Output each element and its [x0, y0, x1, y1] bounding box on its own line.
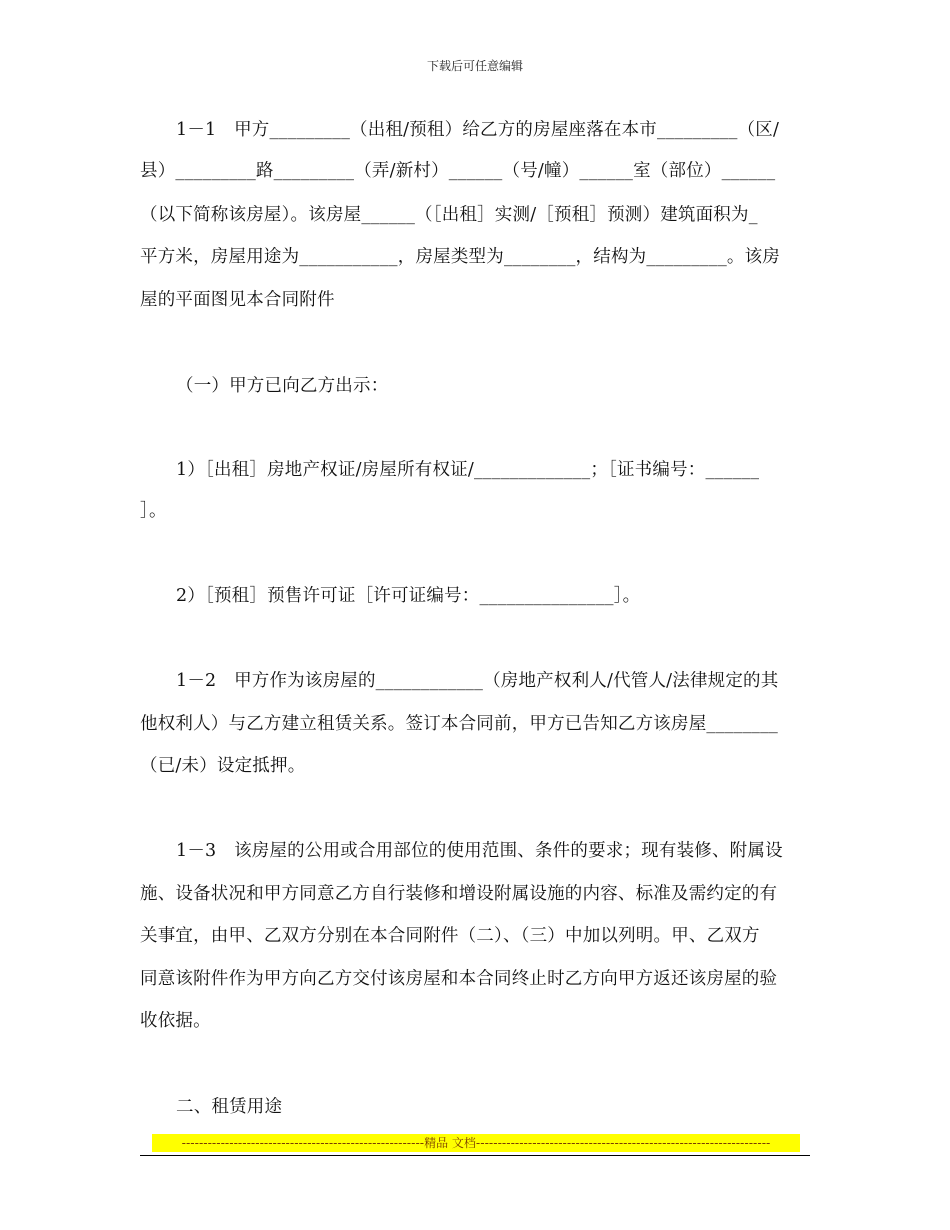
- item-1-line-2: ］。: [140, 501, 167, 521]
- clause-1-1-line-4: 平方米，房屋用途为___________，房屋类型为________，结构为_________。该房: [140, 247, 780, 267]
- page-header-note: 下载后可任意编辑: [426, 59, 523, 73]
- clause-1-3-line-1: 1－3 该房屋的公用或合用部位的使用范围、条件的要求；现有装修、附属设: [176, 841, 783, 861]
- clause-1-3-line-4: 同意该附件作为甲方向乙方交付该房屋和本合同终止时乙方向甲方返还该房屋的验: [140, 969, 778, 989]
- item-2-line-1: 2）［预租］预售许可证［许可证编号：_______________］。: [176, 586, 641, 606]
- footer-watermark-band: --------------------------------------------------------精品 文档--------------------------------------------------------------------: [152, 1134, 800, 1152]
- clause-1-3-line-5: 收依据。: [140, 1011, 211, 1031]
- section-2-heading: 二、租赁用途: [176, 1097, 283, 1117]
- subsection-heading: （一）甲方已向乙方出示：: [176, 376, 389, 396]
- page-footer: [140, 1133, 810, 1156]
- clause-1-2-line-1: 1－2 甲方作为该房屋的____________（房地产权利人/代管人/法律规定的其: [176, 671, 779, 691]
- clause-1-1-line-2: 县）_________路_________（弄/新村）______（号/幢）______室（部位）______: [140, 161, 776, 181]
- clause-1-1-line-1: 1－1 甲方_________（出租/预租）给乙方的房屋座落在本市_________（区/: [176, 120, 780, 140]
- clause-1-1-line-3: （以下简称该房屋）。该房屋______（［出租］实测/［预租］预测）建筑面积为_: [140, 205, 758, 225]
- item-1-line-1: 1）［出租］房地产权证/房屋所有权证/_____________；［证书编号：______: [176, 460, 760, 480]
- clause-1-1-line-5: 屋的平面图见本合同附件: [140, 290, 335, 310]
- clause-1-2-line-3: （已/未）设定抵押。: [140, 756, 306, 776]
- clause-1-3-line-2: 施、设备状况和甲方同意乙方自行装修和增设附属设施的内容、标准及需约定的有: [140, 884, 778, 904]
- clause-1-2-line-2: 他权利人）与乙方建立租赁关系。签订本合同前，甲方已告知乙方该房屋________: [140, 714, 778, 734]
- clause-1-3-line-3: 关事宜，由甲、乙双方分别在本合同附件（二）、（三）中加以列明。甲、乙双方: [140, 926, 760, 946]
